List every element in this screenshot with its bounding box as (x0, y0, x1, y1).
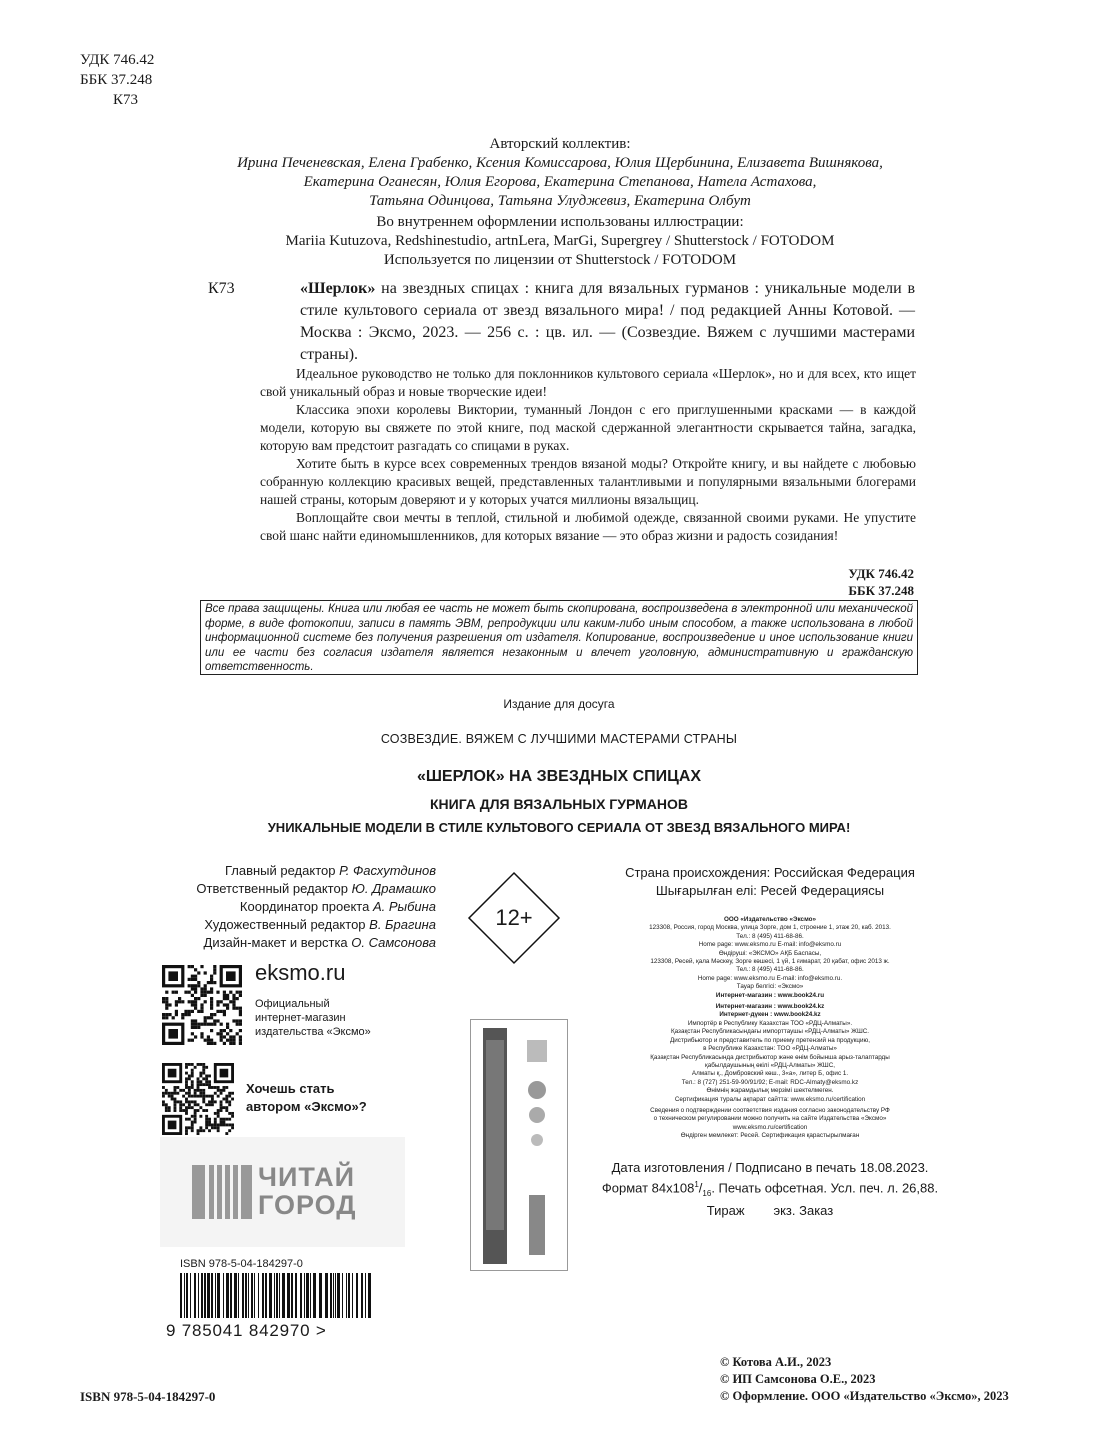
publisher-info-line: Өндірген мемлекет: Ресей. Сертификация қарастырылмаған (680, 1132, 860, 1140)
publisher-info-line: Интернет-магазин : www.book24.ru (715, 991, 825, 999)
classification-codes (80, 50, 154, 110)
isbn-footer: ISBN 978-5-04-184297-0 (80, 1389, 216, 1404)
udk-code: УДК 746.42 (848, 566, 914, 581)
publisher-info-line: Тел.: 8 (495) 411-68-86. (736, 932, 804, 940)
rights-text: Все права защищены. Книга или любая ее часть не может быть скопирована, воспроизведена в электронной или механической форме, в виде фотокопии, записи в память ЭВМ, репродукции или каким-либо иным способом, а также использована в любой информационной системе без получения разрешения от издателя. Копирование, воспроизведение и иное использование книги или ее части без согласия издателя является незаконным и влечет уголовную, административную и гражданскую ответственность. (205, 603, 913, 673)
editor-role: Дизайн-макет и верстка (203, 935, 352, 950)
format-sup: 1 (694, 1180, 699, 1189)
country-ru: Страна происхождения: Российская Федерация (625, 865, 915, 880)
editor-role: Художественный редактор (204, 917, 370, 932)
annotation (260, 365, 916, 545)
publisher-info-line: Сведения о подтверждении соответствия издания согласно законодательству РФ (650, 1106, 890, 1114)
publisher-info-line: Өнімнің жарамдылық мерзімі шектелмеген. (706, 1087, 834, 1095)
publisher-info-line: Алматы қ., Домбровский көш., 3«а», литер Б, офис 1. (691, 1070, 849, 1078)
barcode-icon (176, 1273, 376, 1318)
print-data (560, 1159, 980, 1219)
illustrations-credit (180, 213, 940, 270)
chitai-word: ЧИТАЙ (258, 1162, 356, 1192)
editor-name: Ю. Драмашко (351, 881, 436, 896)
editor-line (196, 880, 436, 898)
age-rating-text: 12+ (495, 905, 533, 930)
illustrations-line: Во внутреннем оформлении использованы иллюстрации: (376, 214, 744, 230)
editor-role: Ответственный редактор (196, 881, 352, 896)
eksmo-desc-line: издательства «Эксмо» (255, 1026, 371, 1038)
annotation-paragraph: Идеальное руководство не только для поклонников культового сериала «Шерлок», но и для всех, кто ищет свой уникальный образ и новые творческие идеи! (260, 366, 916, 399)
copyright-block (720, 1354, 1009, 1405)
sticker-graphic-icon (471, 1020, 567, 1270)
gorod-word: ГОРОД (258, 1190, 357, 1220)
publisher-info-line: Интернет-магазин : www.book24.kz (715, 1003, 825, 1011)
biblio-title: «Шерлок» (300, 280, 376, 297)
editor-line (196, 916, 436, 934)
editors-list (196, 862, 436, 952)
bbk-code: ББК 37.248 (848, 583, 914, 598)
eksmo-desc-line: Официальный (255, 998, 330, 1010)
publisher-info-line: Тауар белгісі: «Эксмо» (736, 983, 804, 991)
print-format: Формат $84x108^1/_{16}$. Печать офсетная. Усл. печ. л. 26,88. (601, 1180, 939, 1198)
chitai-gorod-wordmark (258, 1163, 357, 1219)
copyright-line: © ИП Самсонова О.Е., 2023 (720, 1372, 876, 1386)
editor-role: Главный редактор (224, 863, 340, 878)
publisher-info (560, 916, 980, 1141)
publisher-info-line: Интернет-дүкен : www.book24.kz (719, 1011, 821, 1019)
classification-codes-right (700, 565, 914, 599)
publisher-info-line: ООО «Издательство «Эксмо» (723, 916, 816, 923)
book-title: «ШЕРЛОК» НА ЗВЕЗДНЫХ СПИЦАХ (416, 768, 702, 785)
chitai-gorod-mark-icon (192, 1165, 252, 1219)
editor-role: Координатор проекта (239, 899, 373, 914)
editor-name: Р. Фасхутдинов (339, 863, 436, 878)
publisher-info-line: Қазақстан Республикасындағы импорттаушы «РДЦ-Алматы» ЖШС. (670, 1028, 870, 1036)
editor-name: В. Брагина (369, 917, 436, 932)
editor-line (196, 862, 436, 880)
country-of-origin (560, 864, 980, 900)
format-sub: 16 (702, 1188, 712, 1198)
publisher-info-line: Сертификация туралы ақпарат сайтта: www.eksmo.ru/certification (674, 1095, 866, 1103)
eksmo-desc-line: интернет-магазин (255, 1012, 346, 1024)
author-mark: К73 (113, 92, 139, 108)
isbn-barcode-label: ISBN 978-5-04-184297-0 (180, 1258, 303, 1270)
author-call-to-action (246, 1080, 367, 1116)
edition-type: Издание для досуга (503, 697, 615, 711)
copyright-line: © Оформление. ООО «Издательство «Эксмо», 2023 (720, 1389, 1009, 1403)
bbk-code: ББК 37.248 (80, 72, 153, 88)
editor-name: А. Рыбина (372, 899, 436, 914)
print-type: . Печать офсетная. Усл. печ. л. 26,88. (711, 1180, 939, 1196)
biblio-text: на звездных спицах : книга для вязальных гурманов : уникальные модели в стиле культового сериала от звезд вязального мира! / под редакцией Анны Котовой. — Москва : Эксмо, 2023. — 256 с. : цв. ил. — (Созвездие. Вяжем с лучшими мастерами страны). (300, 280, 915, 363)
publisher-info-line: 123308, Ресей, қала Мәскеу, Зорге көшесі, 1 үй, 1 ғимарат, 20 қабат, офис 2013 ж. (650, 958, 890, 966)
editor-line (196, 934, 436, 952)
series-name: СОЗВЕЗДИЕ. ВЯЖЕМ С ЛУЧШИМИ МАСТЕРАМИ СТРАНЫ (380, 732, 738, 746)
udk-code: УДК 746.42 (80, 52, 155, 68)
authors-line: Ирина Печеневская, Елена Грабенко, Ксения Комиссарова, Юлия Щербинина, Елизавета Вишнякова, (237, 155, 883, 171)
publisher-info-line: www.eksmo.ru/certification (732, 1123, 808, 1131)
illustrations-line: Используется по лицензии от Shutterstock / FOTODOM (383, 252, 737, 268)
rights-notice (200, 600, 918, 675)
publisher-info-line: Өндіруші: «ЭКСМО» АҚБ Баспасы, (718, 949, 822, 957)
biblio-code: К73 (208, 280, 235, 297)
publisher-info-line: Дистрибьютор и представитель по приему претензий на продукцию, (670, 1036, 870, 1044)
country-kz: Шығарылған елі: Ресей Федерациясы (655, 883, 885, 898)
print-run: Тираж экз. Заказ (706, 1202, 834, 1218)
protection-sticker (470, 1019, 568, 1271)
publisher-info-line: Тел.: 8 (495) 411-68-86. (736, 966, 804, 974)
qr-code-eksmo-icon (162, 965, 242, 1045)
authors-line: Екатерина Оганесян, Юлия Егорова, Екатерина Степанова, Натела Астахова, (303, 174, 817, 190)
copyright-line: © Котова А.И., 2023 (720, 1355, 832, 1369)
publisher-info-line: Тел.: 8 (727) 251-59-90/91/92; E-mail: RDC-Almaty@eksmo.kz (681, 1078, 859, 1086)
authors-heading: Авторский коллектив: (489, 136, 631, 152)
editor-line (196, 898, 436, 916)
illustrations-line: Mariia Kutuzova, Redshinestudio, artnLera, MarGi, Supergrey / Shutterstock / FOTODOM (285, 233, 835, 249)
eksmo-description (255, 997, 371, 1039)
authors-line: Татьяна Одинцова, Татьяна Улуджевиз, Екатерина Олбут (369, 193, 751, 209)
publisher-info-line: в Республике Казахстан: ТОО «РДЦ-Алматы» (703, 1045, 837, 1053)
biblio-entry (300, 278, 915, 366)
annotation-paragraph: Классика эпохи королевы Виктории, туманный Лондон с его приглушенными красками — в каждой модели, которую вы свяжете по этой книге, под маской сдержанной элегантности скрывается тайна, загадка, которую вам предстоит разгадать со спицами в руках. (260, 402, 916, 453)
authors-block (180, 135, 940, 211)
author-cta-line: Хочешь стать (246, 1081, 335, 1096)
publisher-info-line: Home page: www.eksmo.ru E-mail: info@eksmo.ru (698, 941, 842, 949)
print-date: Дата изготовления / Подписано в печать 18.08.2023. (611, 1160, 929, 1175)
publisher-info-line: 123308, Россия, город Москва, улица Зорге, дом 1, строение 1, этаж 20, каб. 2013. (649, 924, 891, 932)
publisher-info-line: Импортёр в Республику Казахстан ТОО «РДЦ-Алматы». (687, 1019, 853, 1027)
format-label: Формат 84x108 (601, 1180, 695, 1196)
publisher-info-line: Қазақстан Республикасында дистрибьютор және өнім бойынша арыз-талаптарды (650, 1053, 890, 1061)
isbn-barcode-digits: 9 785041 842970 > (166, 1321, 327, 1340)
book-subtitle-2: УНИКАЛЬНЫЕ МОДЕЛИ В СТИЛЕ КУЛЬТОВОГО СЕРИАЛА ОТ ЗВЕЗД ВЯЗАЛЬНОГО МИРА! (267, 820, 851, 835)
annotation-paragraph: Хотите быть в курсе всех современных трендов вязаной моды? Откройте книгу, и вы найдете с любовью собранную коллекцию красивых вещей, представленных талантливыми и популярными вязальными блогерами нашей страны, которым доверяют и у которых учатся миллионы вязальщиц. (260, 456, 916, 507)
qr-code-author-icon (162, 1063, 234, 1135)
publisher-info-line: о техническом регулировании можно получить на сайте Издательства «Эксмо» (653, 1115, 887, 1123)
author-cta-line: автором «Эксмо»? (246, 1099, 367, 1114)
editor-name: О. Самсонова (351, 935, 436, 950)
book-subtitle: КНИГА ДЛЯ ВЯЗАЛЬНЫХ ГУРМАНОВ (429, 796, 688, 812)
annotation-paragraph: Воплощайте свои мечты в теплой, стильной и любимой одежде, связанной своими руками. Не упустите свой шанс найти единомышленников, для которых вязание — это образ жизни и радость созидания! (260, 510, 916, 543)
publisher-info-line: қабылдаушының өкілі «РДЦ-Алматы» ЖШС, (704, 1061, 835, 1069)
publisher-info-line: Home page: www.eksmo.ru E-mail: info@eksmo.ru. (697, 974, 843, 982)
eksmo-site-label: eksmo.ru (255, 960, 346, 985)
